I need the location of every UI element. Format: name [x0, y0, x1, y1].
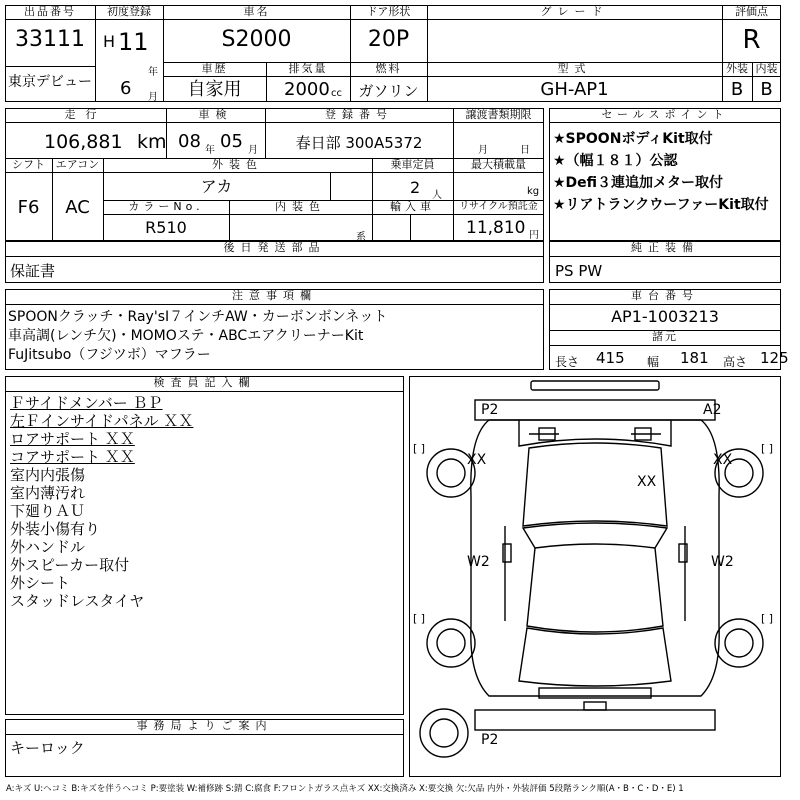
displacement-unit: cc — [331, 88, 342, 99]
note-line: 車高調(レンチ欠)・MOMOステ・ABCエアクリーナーKit — [8, 328, 364, 344]
width-value: 181 — [680, 349, 709, 367]
int-color-unit: 系 — [356, 232, 366, 243]
genuine-value: PS PW — [555, 262, 603, 280]
inspector-lines — [10, 394, 193, 610]
plate-label: 登録番号 — [325, 108, 393, 121]
mark-right-side: W2 — [711, 554, 734, 570]
wheel-rear-right — [715, 619, 763, 667]
car-name: S2000 — [221, 27, 292, 52]
fuel-label: 燃料 — [375, 62, 402, 75]
inspector-line: 室内内張傷 — [10, 466, 86, 484]
inspector-title: 検査員記入欄 — [153, 376, 256, 389]
first-reg-label: 初度登録 — [107, 5, 151, 18]
bracket-left-1: [ ] — [413, 442, 426, 455]
length-label: 長さ — [555, 355, 580, 369]
capacity-unit: 人 — [432, 190, 442, 201]
sales-points-list — [553, 128, 769, 216]
mileage-unit: km — [137, 131, 167, 153]
sales-points-title: セールスポイント — [601, 108, 729, 121]
history-label: 車歴 — [201, 62, 228, 75]
sales-point-item: ★SPOONボディKit取付 — [553, 131, 713, 147]
cabin — [527, 548, 663, 632]
bracket-left-2: [ ] — [413, 612, 426, 625]
ext-color-value: アカ — [200, 177, 233, 196]
hood-line — [519, 420, 671, 446]
car-diagram — [409, 376, 781, 777]
length-value: 415 — [596, 349, 625, 367]
rear-bumper — [475, 710, 715, 730]
notes-title: 注意事項欄 — [232, 289, 317, 302]
height-value: 125 — [760, 349, 789, 367]
notes-lines — [8, 308, 387, 365]
inspector-line: 外スピーカー取付 — [10, 556, 130, 574]
inspector-line: 下廻りＡＵ — [10, 502, 86, 520]
history-value: 自家用 — [187, 79, 242, 100]
genuine-title: 純正装備 — [631, 241, 699, 254]
trunk — [519, 628, 671, 686]
door-label: ドア形状 — [366, 5, 411, 18]
height-label: 高さ — [723, 355, 748, 369]
recycle-value: 11,810 — [466, 218, 526, 238]
mark-left-side: W2 — [467, 554, 490, 570]
ac-value: AC — [65, 197, 90, 218]
inspector-line: 外シート — [10, 574, 71, 592]
office-title: 事務局よりご案内 — [136, 719, 273, 732]
interior-label: 内装 — [755, 62, 778, 75]
note-line: SPOONクラッチ・Ray'sⅠ７インチAW・カーボンボンネット — [8, 309, 388, 325]
mark-right-front: XX — [713, 452, 733, 468]
displacement-label: 排気量 — [288, 62, 328, 75]
inspector-line: ロアサポート ＸＸ — [10, 430, 135, 448]
capacity-label: 乗車定員 — [390, 158, 435, 171]
inspector-line: 外装小傷有り — [10, 520, 101, 538]
model-label: 型式 — [557, 62, 592, 75]
score-value: R — [742, 25, 761, 55]
mark-hood: XX — [637, 474, 657, 490]
inspection-year: 08 — [178, 131, 201, 152]
import-label: 輸入車 — [390, 200, 435, 213]
inspection-month: 05 — [220, 131, 243, 152]
ext-color-label: 外装色 — [212, 158, 263, 171]
ac-label: エアコン — [55, 158, 100, 171]
legend: A:キズ U:ヘコミ B:キズを伴うヘコミ P:要塗装 W:補修跡 S:錆 C:腐食 F:フロントガラス点キズ XX:交換済み X:要交換 欠:欠品 内外・外装評価 5段階ランク順(A・B・C・D・E) 1 — [6, 784, 684, 794]
plate-value: 春日部 300A5372 — [295, 134, 423, 152]
transfer-month-unit: 月 — [478, 145, 488, 156]
mileage-label: 走行 — [64, 108, 107, 121]
recycle-label: リサイクル預託金 — [459, 201, 538, 212]
dims-title: 諸元 — [652, 330, 678, 343]
interior-value: B — [760, 79, 773, 100]
later-parts-value: 保証書 — [10, 262, 56, 280]
capacity-value: 2 — [410, 178, 421, 197]
sales-point-item: ★Defi３連追加メター取付 — [553, 175, 724, 191]
door-value: 20P — [367, 27, 410, 52]
mark-left-front: XX — [467, 452, 487, 468]
sales-point-item: ★（幅１８１）公認 — [553, 153, 678, 169]
shift-value: F6 — [17, 197, 40, 218]
sales-point-item: ★リアトランクウーファーKit取付 — [553, 197, 769, 213]
int-color-label: 内装色 — [275, 200, 326, 213]
inspector-line: 外ハンドル — [10, 538, 86, 556]
era-letter: H — [103, 32, 116, 51]
reg-month: 6 — [120, 78, 132, 99]
spare-tire — [420, 709, 468, 757]
fuel-value: ガソリン — [358, 82, 419, 100]
bracket-right-2: [ ] — [761, 612, 774, 625]
inspector-line: 室内薄汚れ — [10, 484, 86, 502]
lot-number: 33111 — [15, 27, 85, 52]
debut-label: 東京デビュー — [8, 74, 92, 90]
mark-front-left: P2 — [481, 402, 499, 418]
front-bumper-bar — [531, 381, 659, 390]
exterior-value: B — [730, 79, 744, 100]
shift-label: シフト — [12, 158, 45, 171]
lot-label: 出品番号 — [24, 5, 76, 18]
transfer-day-unit: 日 — [520, 145, 530, 156]
transfer-label: 譲渡書類期限 — [465, 108, 532, 121]
year-unit: 年 — [148, 67, 158, 78]
load-unit: kg — [527, 186, 540, 197]
later-parts-title: 後日発送部品 — [223, 241, 326, 254]
width-label: 幅 — [647, 355, 660, 369]
inspector-line: Ｆサイドメンバー ＢＰ — [10, 394, 163, 412]
wheel-rear-left — [427, 619, 475, 667]
inspector-line: 左Ｆインサイドパネル ＸＸ — [10, 412, 194, 430]
front-bumper — [475, 400, 715, 420]
displacement-value: 2000 — [284, 79, 330, 100]
mark-front-right: A2 — [703, 402, 722, 418]
office-value: キーロック — [10, 739, 85, 757]
color-no-value: R510 — [145, 218, 187, 237]
mark-rear: P2 — [481, 732, 499, 748]
inspection-month-unit: 月 — [248, 145, 258, 156]
inspector-line: コアサポート ＸＸ — [10, 448, 135, 466]
score-label: 評価点 — [735, 5, 768, 18]
note-line: FuJitsubo（フジツボ）マフラー — [8, 347, 211, 363]
chassis-title: 車台番号 — [631, 289, 699, 302]
chassis-value: AP1-1003213 — [611, 307, 719, 326]
exterior-label: 外装 — [726, 62, 748, 75]
inspector-line: スタッドレスタイヤ — [10, 592, 145, 610]
grade-label: グレード — [540, 5, 609, 18]
inspection-label: 車検 — [198, 108, 233, 121]
color-no-label: カラーNo. — [128, 200, 204, 213]
body-outline — [471, 420, 719, 696]
car-name-label: 車名 — [243, 5, 270, 18]
month-unit: 月 — [148, 92, 158, 103]
recycle-unit: 円 — [529, 230, 539, 241]
model-value: GH-AP1 — [540, 79, 609, 100]
inspection-year-unit: 年 — [205, 145, 215, 156]
load-label: 最大積載量 — [471, 158, 526, 171]
bracket-right-1: [ ] — [761, 442, 774, 455]
reg-year: 11 — [118, 28, 149, 56]
windshield — [523, 523, 667, 548]
mileage-value: 106,881 — [44, 131, 123, 153]
